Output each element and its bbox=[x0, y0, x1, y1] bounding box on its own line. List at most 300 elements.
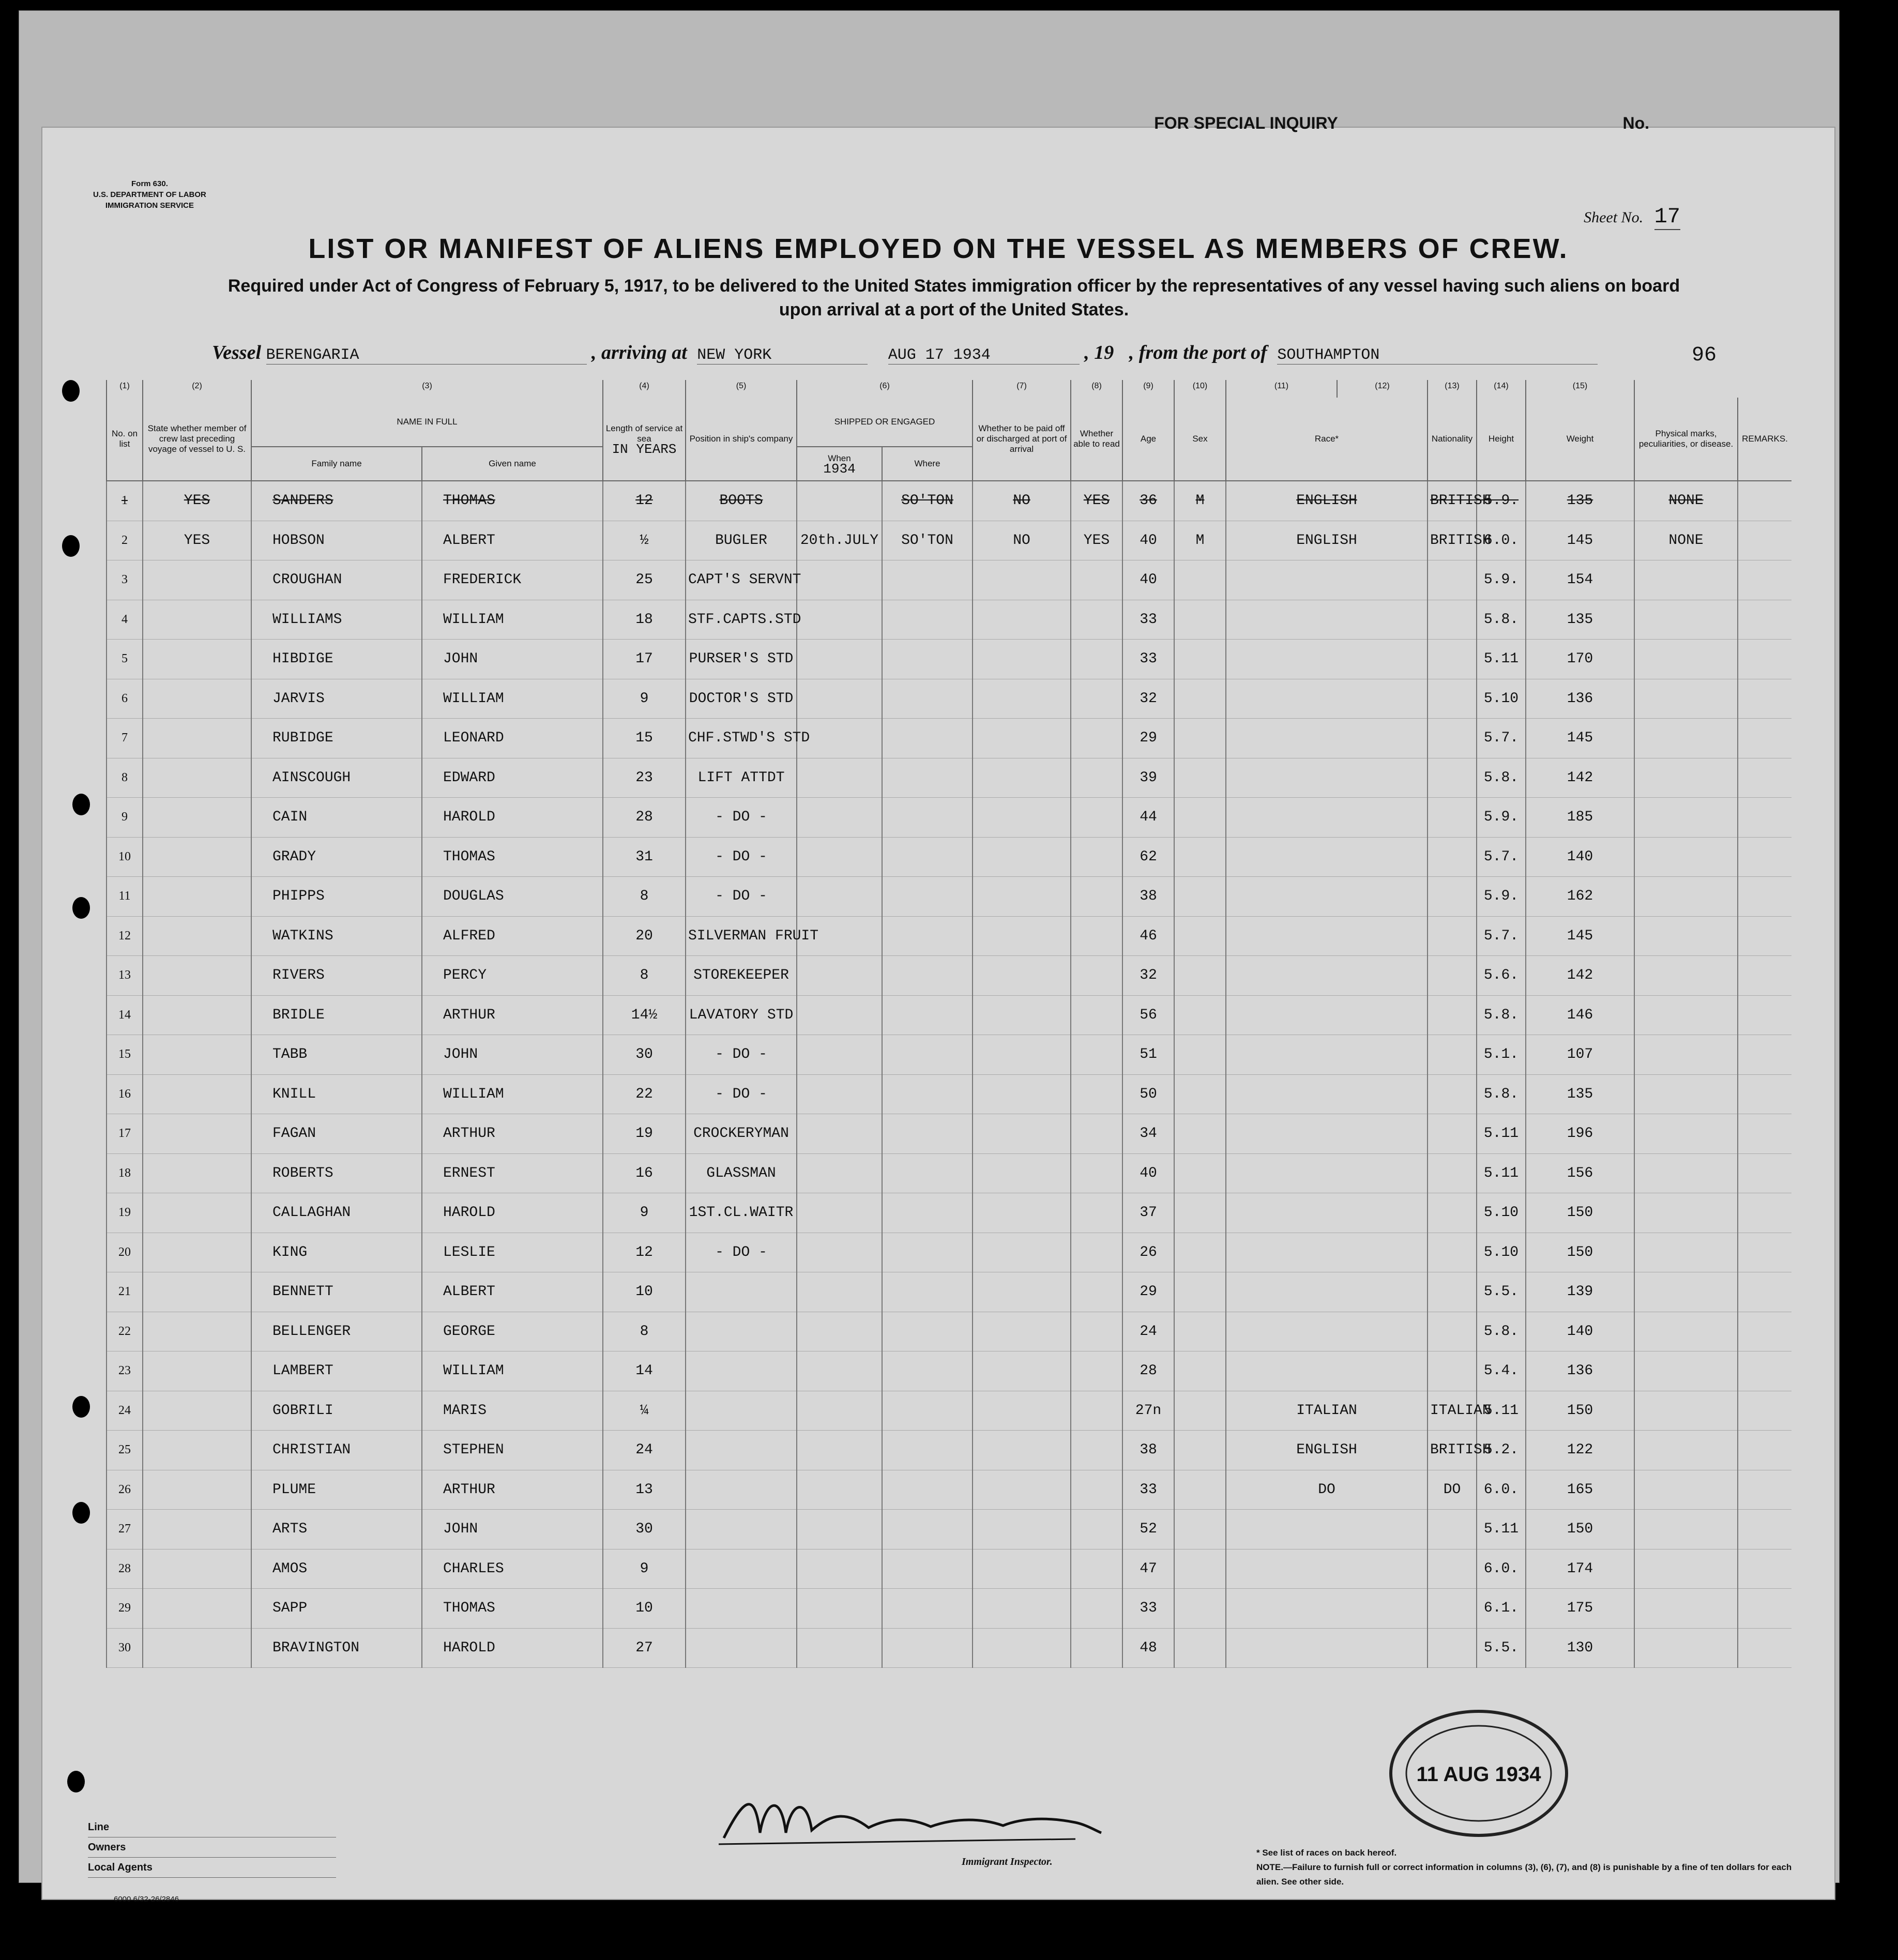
header-in-years: IN YEARS bbox=[612, 442, 677, 457]
cell-family: SAPP bbox=[251, 1589, 422, 1629]
cell-position bbox=[686, 1351, 797, 1391]
inspector-label: Immigrant Inspector. bbox=[962, 1856, 1053, 1867]
cell-age: 46 bbox=[1122, 916, 1174, 956]
cell-remarks bbox=[1738, 1510, 1791, 1549]
cell-given: WILLIAM bbox=[422, 1074, 603, 1114]
cell-no: 4 bbox=[107, 600, 143, 640]
cell-age: 38 bbox=[1122, 1431, 1174, 1470]
cell-read bbox=[1071, 798, 1122, 838]
cell-physical: NONE bbox=[1634, 521, 1738, 560]
cell-given: JOHN bbox=[422, 640, 603, 679]
cell-height: 5.1. bbox=[1477, 1035, 1526, 1075]
cell-state bbox=[143, 1312, 251, 1351]
cell-family: LAMBERT bbox=[251, 1351, 422, 1391]
table-row bbox=[107, 1470, 1791, 1510]
cell-weight: 145 bbox=[1526, 916, 1634, 956]
cell-length: 9 bbox=[603, 679, 686, 719]
cell-paid bbox=[973, 1272, 1071, 1312]
cell-nationality: BRITISH bbox=[1428, 481, 1477, 521]
cell-sex: M bbox=[1174, 521, 1226, 560]
column-header-row bbox=[107, 398, 1791, 447]
vessel-line bbox=[212, 341, 1763, 364]
sheet-no-label: Sheet No. bbox=[1584, 209, 1644, 226]
table-row bbox=[107, 837, 1791, 877]
cell-weight: 135 bbox=[1526, 600, 1634, 640]
cell-read bbox=[1071, 640, 1122, 679]
cell-sex bbox=[1174, 956, 1226, 996]
table-row bbox=[107, 521, 1791, 560]
cell-position bbox=[686, 1510, 797, 1549]
cell-where bbox=[882, 1391, 973, 1431]
cell-race bbox=[1226, 837, 1428, 877]
cell-state bbox=[143, 1035, 251, 1075]
cell-length: 17 bbox=[603, 640, 686, 679]
cell-age: 29 bbox=[1122, 1272, 1174, 1312]
cell-when bbox=[797, 1153, 882, 1193]
cell-height: 5.5. bbox=[1477, 1628, 1526, 1668]
date-stamp bbox=[1386, 1704, 1572, 1843]
cell-read bbox=[1071, 1351, 1122, 1391]
cell-read bbox=[1071, 600, 1122, 640]
cell-read bbox=[1071, 1510, 1122, 1549]
cell-physical bbox=[1634, 1391, 1738, 1431]
cell-family: CALLAGHAN bbox=[251, 1193, 422, 1233]
cell-length: 16 bbox=[603, 1153, 686, 1193]
cell-weight: 145 bbox=[1526, 521, 1634, 560]
cell-read bbox=[1071, 679, 1122, 719]
cell-family: BENNETT bbox=[251, 1272, 422, 1312]
cell-family: BELLENGER bbox=[251, 1312, 422, 1351]
cell-weight: 156 bbox=[1526, 1153, 1634, 1193]
cell-age: 56 bbox=[1122, 995, 1174, 1035]
cell-no: 23 bbox=[107, 1351, 143, 1391]
cell-remarks bbox=[1738, 1431, 1791, 1470]
cell-length: 8 bbox=[603, 956, 686, 996]
cell-height: 5.9. bbox=[1477, 481, 1526, 521]
cell-paid bbox=[973, 1510, 1071, 1549]
col-num: (9) bbox=[1122, 380, 1174, 398]
cell-physical bbox=[1634, 1510, 1738, 1549]
cell-sex bbox=[1174, 995, 1226, 1035]
cell-paid bbox=[973, 995, 1071, 1035]
cell-remarks bbox=[1738, 560, 1791, 600]
cell-sex bbox=[1174, 877, 1226, 917]
cell-length: 9 bbox=[603, 1549, 686, 1589]
cell-weight: 150 bbox=[1526, 1391, 1634, 1431]
cell-where bbox=[882, 600, 973, 640]
header-physical: Physical marks, peculiarities, or disease. bbox=[1634, 398, 1738, 481]
cell-physical bbox=[1634, 1193, 1738, 1233]
cell-length: 24 bbox=[603, 1431, 686, 1470]
cell-state bbox=[143, 837, 251, 877]
cell-given: THOMAS bbox=[422, 481, 603, 521]
table-row bbox=[107, 679, 1791, 719]
cell-age: 28 bbox=[1122, 1351, 1174, 1391]
cell-given: THOMAS bbox=[422, 837, 603, 877]
cell-race bbox=[1226, 1549, 1428, 1589]
cell-sex bbox=[1174, 1114, 1226, 1154]
header-shipped: SHIPPED OR ENGAGED bbox=[797, 398, 973, 447]
cell-age: 52 bbox=[1122, 1510, 1174, 1549]
cell-nationality: BRITISH bbox=[1428, 521, 1477, 560]
special-inquiry-label: FOR SPECIAL INQUIRY bbox=[1154, 114, 1338, 132]
cell-family: CAIN bbox=[251, 798, 422, 838]
cell-when bbox=[797, 560, 882, 600]
cell-where bbox=[882, 719, 973, 758]
cell-where bbox=[882, 1035, 973, 1075]
cell-when bbox=[797, 798, 882, 838]
sheet-no-value: 17 bbox=[1654, 204, 1680, 229]
cell-when bbox=[797, 1351, 882, 1391]
cell-nationality bbox=[1428, 1272, 1477, 1312]
cell-nationality bbox=[1428, 600, 1477, 640]
cell-weight: 174 bbox=[1526, 1549, 1634, 1589]
cell-height: 5.10 bbox=[1477, 1193, 1526, 1233]
cell-physical bbox=[1634, 640, 1738, 679]
cell-length: 25 bbox=[603, 560, 686, 600]
cell-no: 20 bbox=[107, 1233, 143, 1272]
cell-family: RIVERS bbox=[251, 956, 422, 996]
header-when-year: 1934 bbox=[823, 461, 856, 477]
cell-state bbox=[143, 1431, 251, 1470]
cell-nationality bbox=[1428, 560, 1477, 600]
cell-when bbox=[797, 1035, 882, 1075]
cell-no: 1 bbox=[107, 481, 143, 521]
cell-no: 29 bbox=[107, 1589, 143, 1629]
cell-age: 32 bbox=[1122, 956, 1174, 996]
cell-no: 19 bbox=[107, 1193, 143, 1233]
header-given-name: Given name bbox=[422, 447, 603, 481]
cell-paid bbox=[973, 798, 1071, 838]
crew-table-wrap bbox=[106, 380, 1791, 1668]
cell-position: SILVERMAN FRUIT bbox=[686, 916, 797, 956]
cell-height: 5.11 bbox=[1477, 640, 1526, 679]
cell-where bbox=[882, 1153, 973, 1193]
cell-no: 16 bbox=[107, 1074, 143, 1114]
cell-when bbox=[797, 640, 882, 679]
cell-where bbox=[882, 1114, 973, 1154]
cell-read: YES bbox=[1071, 521, 1122, 560]
cell-race: ITALIAN bbox=[1226, 1391, 1428, 1431]
cell-remarks bbox=[1738, 995, 1791, 1035]
cell-race: DO bbox=[1226, 1470, 1428, 1510]
cell-read bbox=[1071, 837, 1122, 877]
table-row bbox=[107, 1035, 1791, 1075]
cell-physical bbox=[1634, 798, 1738, 838]
cell-where bbox=[882, 640, 973, 679]
header-position: Position in ship's company bbox=[686, 398, 797, 481]
cell-age: 50 bbox=[1122, 1074, 1174, 1114]
cell-position: DOCTOR'S STD bbox=[686, 679, 797, 719]
cell-remarks bbox=[1738, 600, 1791, 640]
cell-nationality bbox=[1428, 1233, 1477, 1272]
crew-table bbox=[106, 380, 1791, 1668]
col-num: (4) bbox=[603, 380, 686, 398]
cell-paid bbox=[973, 1391, 1071, 1431]
cell-sex bbox=[1174, 1549, 1226, 1589]
col-num: (10) bbox=[1174, 380, 1226, 398]
cell-family: KING bbox=[251, 1233, 422, 1272]
table-row bbox=[107, 1510, 1791, 1549]
header-height: Height bbox=[1477, 398, 1526, 481]
cell-where bbox=[882, 798, 973, 838]
cell-physical bbox=[1634, 1470, 1738, 1510]
cell-state bbox=[143, 1589, 251, 1629]
cell-race: ENGLISH bbox=[1226, 1431, 1428, 1470]
cell-physical bbox=[1634, 1351, 1738, 1391]
cell-state bbox=[143, 1272, 251, 1312]
cell-no: 22 bbox=[107, 1312, 143, 1351]
cell-length: ¼ bbox=[603, 1391, 686, 1431]
form-code: 6000 6/32-26/2846 bbox=[114, 1895, 179, 1904]
header-length-service bbox=[603, 398, 686, 481]
cell-age: 33 bbox=[1122, 640, 1174, 679]
cell-position: STF.CAPTS.STD bbox=[686, 600, 797, 640]
cell-sex bbox=[1174, 1589, 1226, 1629]
footer-owners-label: Owners bbox=[88, 1837, 336, 1858]
cell-age: 34 bbox=[1122, 1114, 1174, 1154]
cell-read bbox=[1071, 1312, 1122, 1351]
cell-family: WILLIAMS bbox=[251, 600, 422, 640]
cell-height: 6.0. bbox=[1477, 521, 1526, 560]
cell-age: 47 bbox=[1122, 1549, 1174, 1589]
binder-hole bbox=[72, 897, 90, 919]
cell-height: 6.0. bbox=[1477, 1549, 1526, 1589]
cell-physical bbox=[1634, 995, 1738, 1035]
cell-given: WILLIAM bbox=[422, 1351, 603, 1391]
cell-sex bbox=[1174, 640, 1226, 679]
cell-family: RUBIDGE bbox=[251, 719, 422, 758]
binder-hole bbox=[72, 794, 90, 815]
cell-no: 28 bbox=[107, 1549, 143, 1589]
cell-height: 5.8. bbox=[1477, 995, 1526, 1035]
cell-where bbox=[882, 1272, 973, 1312]
sheet-number bbox=[1584, 204, 1680, 229]
cell-weight: 145 bbox=[1526, 719, 1634, 758]
col-num: (12) bbox=[1337, 380, 1428, 398]
col-num: (1) bbox=[107, 380, 143, 398]
cell-height: 5.9. bbox=[1477, 798, 1526, 838]
form-number: Form 630. bbox=[131, 179, 168, 188]
cell-race bbox=[1226, 1233, 1428, 1272]
cell-length: 28 bbox=[603, 798, 686, 838]
cell-where bbox=[882, 1628, 973, 1668]
cell-nationality bbox=[1428, 1351, 1477, 1391]
cell-where bbox=[882, 560, 973, 600]
cell-position bbox=[686, 1312, 797, 1351]
cell-paid bbox=[973, 1074, 1071, 1114]
cell-length: 23 bbox=[603, 758, 686, 798]
cell-nationality bbox=[1428, 798, 1477, 838]
cell-family: WATKINS bbox=[251, 916, 422, 956]
cell-height: 5.4. bbox=[1477, 1351, 1526, 1391]
cell-nationality bbox=[1428, 1114, 1477, 1154]
cell-read: YES bbox=[1071, 481, 1122, 521]
cell-family: PHIPPS bbox=[251, 877, 422, 917]
cell-sex bbox=[1174, 1153, 1226, 1193]
cell-physical bbox=[1634, 1431, 1738, 1470]
cell-height: 5.11 bbox=[1477, 1153, 1526, 1193]
header-age: Age bbox=[1122, 398, 1174, 481]
cell-nationality bbox=[1428, 837, 1477, 877]
binder-hole bbox=[72, 1502, 90, 1524]
cell-race bbox=[1226, 640, 1428, 679]
cell-state bbox=[143, 600, 251, 640]
cell-height: 5.6. bbox=[1477, 956, 1526, 996]
cell-paid bbox=[973, 916, 1071, 956]
cell-family: AINSCOUGH bbox=[251, 758, 422, 798]
cell-when bbox=[797, 837, 882, 877]
vessel-label: Vessel bbox=[212, 342, 261, 363]
table-row bbox=[107, 1589, 1791, 1629]
cell-paid bbox=[973, 1233, 1071, 1272]
table-row bbox=[107, 600, 1791, 640]
cell-no: 14 bbox=[107, 995, 143, 1035]
special-no-label: No. bbox=[1622, 114, 1649, 132]
table-row bbox=[107, 1074, 1791, 1114]
cell-nationality bbox=[1428, 877, 1477, 917]
cell-sex bbox=[1174, 1628, 1226, 1668]
cell-when bbox=[797, 1470, 882, 1510]
cell-read bbox=[1071, 1193, 1122, 1233]
cell-height: 5.5. bbox=[1477, 1272, 1526, 1312]
cell-family: PLUME bbox=[251, 1470, 422, 1510]
cell-age: 36 bbox=[1122, 481, 1174, 521]
cell-sex bbox=[1174, 916, 1226, 956]
header-length-label: Length of service at sea bbox=[605, 423, 683, 444]
cell-sex bbox=[1174, 1312, 1226, 1351]
cell-where bbox=[882, 1589, 973, 1629]
cell-position: STOREKEEPER bbox=[686, 956, 797, 996]
cell-no: 30 bbox=[107, 1628, 143, 1668]
cell-length: 12 bbox=[603, 1233, 686, 1272]
cell-age: 26 bbox=[1122, 1233, 1174, 1272]
cell-where bbox=[882, 837, 973, 877]
cell-physical bbox=[1634, 1233, 1738, 1272]
cell-no: 10 bbox=[107, 837, 143, 877]
cell-length: 14 bbox=[603, 1351, 686, 1391]
cell-state bbox=[143, 758, 251, 798]
cell-state bbox=[143, 1628, 251, 1668]
cell-race bbox=[1226, 1589, 1428, 1629]
cell-nationality bbox=[1428, 719, 1477, 758]
cell-when bbox=[797, 1233, 882, 1272]
header-name-in-full: NAME IN FULL bbox=[251, 398, 603, 447]
cell-weight: 130 bbox=[1526, 1628, 1634, 1668]
cell-sex bbox=[1174, 758, 1226, 798]
cell-remarks bbox=[1738, 719, 1791, 758]
cell-read bbox=[1071, 758, 1122, 798]
cell-remarks bbox=[1738, 1233, 1791, 1272]
cell-nationality: BRITISH bbox=[1428, 1431, 1477, 1470]
cell-paid bbox=[973, 1114, 1071, 1154]
cell-race bbox=[1226, 956, 1428, 996]
footer-notes bbox=[1256, 1846, 1799, 1889]
cell-weight: 185 bbox=[1526, 798, 1634, 838]
cell-paid bbox=[973, 600, 1071, 640]
cell-given: DOUGLAS bbox=[422, 877, 603, 917]
cell-sex bbox=[1174, 1470, 1226, 1510]
cell-given: HAROLD bbox=[422, 1193, 603, 1233]
cell-no: 6 bbox=[107, 679, 143, 719]
cell-family: SANDERS bbox=[251, 481, 422, 521]
cell-nationality bbox=[1428, 1589, 1477, 1629]
cell-where bbox=[882, 1233, 973, 1272]
cell-physical bbox=[1634, 560, 1738, 600]
cell-nationality bbox=[1428, 758, 1477, 798]
cell-nationality bbox=[1428, 995, 1477, 1035]
cell-position bbox=[686, 1549, 797, 1589]
cell-race bbox=[1226, 1351, 1428, 1391]
table-row bbox=[107, 1114, 1791, 1154]
arrival-port: NEW YORK bbox=[697, 346, 868, 364]
cell-given: LEONARD bbox=[422, 719, 603, 758]
cell-race bbox=[1226, 1074, 1428, 1114]
cell-physical bbox=[1634, 719, 1738, 758]
cell-given: ALBERT bbox=[422, 1272, 603, 1312]
cell-no: 21 bbox=[107, 1272, 143, 1312]
cell-state: YES bbox=[143, 481, 251, 521]
cell-given: FREDERICK bbox=[422, 560, 603, 600]
cell-paid bbox=[973, 679, 1071, 719]
cell-physical bbox=[1634, 916, 1738, 956]
cell-weight: 146 bbox=[1526, 995, 1634, 1035]
cell-family: TABB bbox=[251, 1035, 422, 1075]
cell-read bbox=[1071, 1431, 1122, 1470]
cell-remarks bbox=[1738, 481, 1791, 521]
cell-height: 5.9. bbox=[1477, 560, 1526, 600]
cell-nationality bbox=[1428, 956, 1477, 996]
cell-height: 5.7. bbox=[1477, 719, 1526, 758]
cell-position bbox=[686, 1431, 797, 1470]
cell-position: - DO - bbox=[686, 1035, 797, 1075]
cell-state bbox=[143, 1549, 251, 1589]
cell-family: BRIDLE bbox=[251, 995, 422, 1035]
cell-position: BUGLER bbox=[686, 521, 797, 560]
cell-sex bbox=[1174, 719, 1226, 758]
cell-race bbox=[1226, 1510, 1428, 1549]
cell-sex bbox=[1174, 560, 1226, 600]
col-num: (11) bbox=[1226, 380, 1337, 398]
table-row bbox=[107, 719, 1791, 758]
cell-age: 48 bbox=[1122, 1628, 1174, 1668]
cell-length: 18 bbox=[603, 600, 686, 640]
cell-physical bbox=[1634, 1589, 1738, 1629]
cell-state bbox=[143, 1114, 251, 1154]
cell-when bbox=[797, 1628, 882, 1668]
cell-length: 19 bbox=[603, 1114, 686, 1154]
cell-height: 6.1. bbox=[1477, 1589, 1526, 1629]
cell-family: ARTS bbox=[251, 1510, 422, 1549]
header-paid-off: Whether to be paid off or discharged at port of arrival bbox=[973, 398, 1071, 481]
cell-when bbox=[797, 877, 882, 917]
cell-race: ENGLISH bbox=[1226, 481, 1428, 521]
cell-height: 5.11 bbox=[1477, 1510, 1526, 1549]
cell-race bbox=[1226, 798, 1428, 838]
cell-remarks bbox=[1738, 1114, 1791, 1154]
footer-line-label: Line bbox=[88, 1817, 336, 1837]
cell-state bbox=[143, 1233, 251, 1272]
cell-remarks bbox=[1738, 1549, 1791, 1589]
cell-age: 44 bbox=[1122, 798, 1174, 838]
cell-height: 5.7. bbox=[1477, 916, 1526, 956]
cell-when: 20th.JULY bbox=[797, 521, 882, 560]
cell-height: 5.8. bbox=[1477, 600, 1526, 640]
cell-paid bbox=[973, 1628, 1071, 1668]
cell-race bbox=[1226, 560, 1428, 600]
cell-state bbox=[143, 1510, 251, 1549]
cell-read bbox=[1071, 1628, 1122, 1668]
